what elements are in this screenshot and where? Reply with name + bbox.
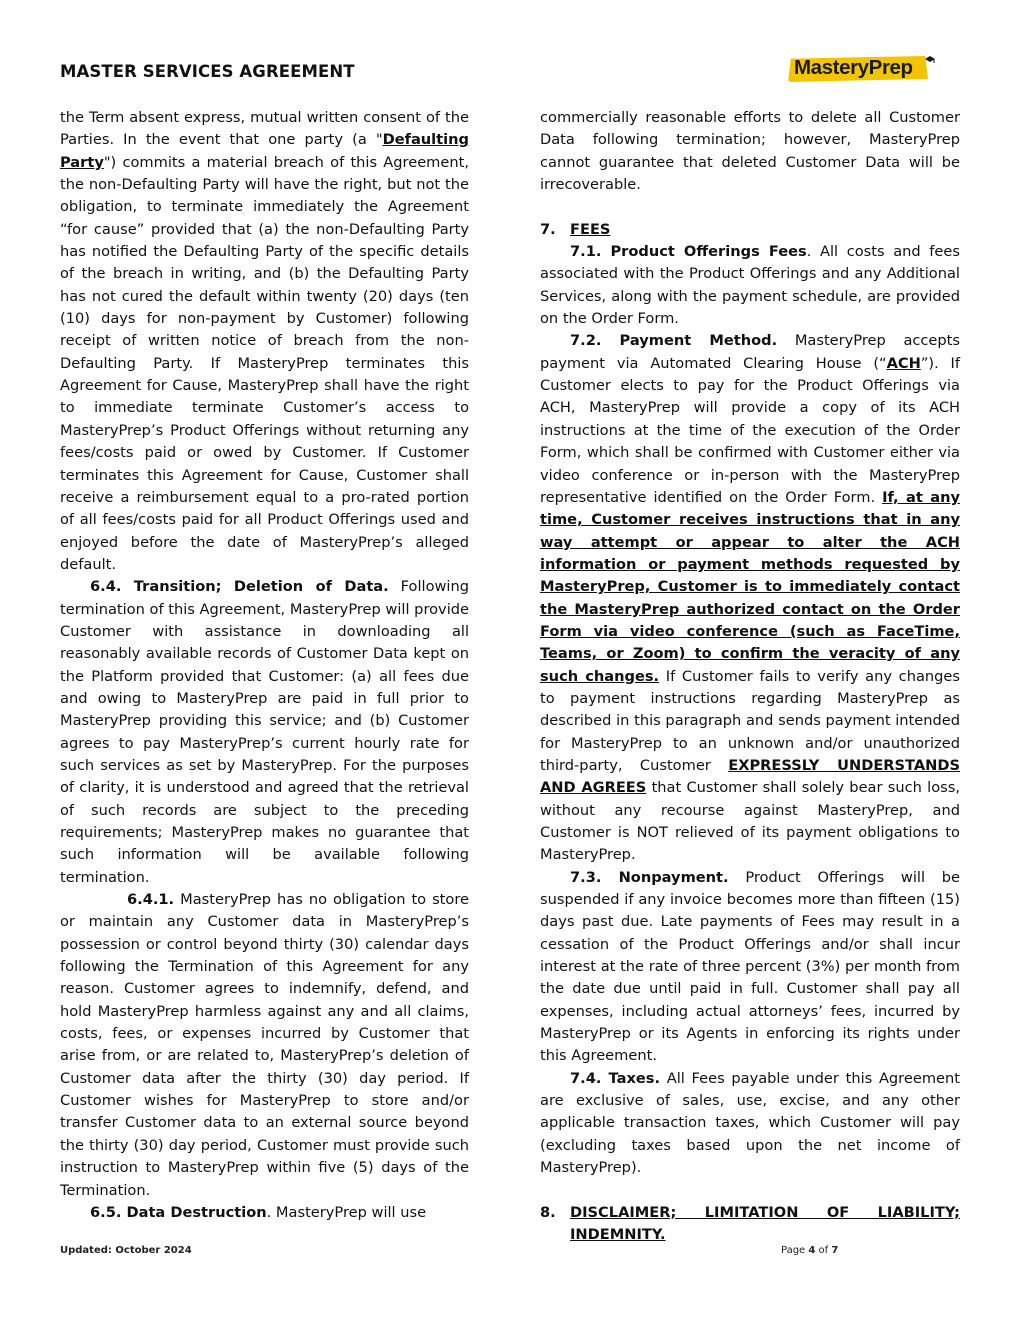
section-7-1: 7.1. Product Offerings Fees. All costs and fees associated with the Product Offerings and any Additional Services, along with the payment schedule, are provided on the Order Form. xyxy=(540,243,960,328)
right-column xyxy=(540,107,960,1247)
defined-term-ach: ACH xyxy=(886,354,921,372)
section-7-4: 7.4. Taxes. All Fees payable under this Agreement are exclusive of sales, use, excise, and any other applicable transaction taxes, which Customer will pay (excluding taxes based upon the net income of MasteryPrep). xyxy=(540,1069,960,1177)
ach-warning: If, at any time, Customer receives instructions that in any way attempt or appear to alter the ACH information or payment methods requested by MasteryPrep, Customer is to immediately contact the MasteryPrep authorized contact on the Order Form via video conference (such as FaceTime, Teams, or Zoom) to confirm the veracity of any such changes. xyxy=(540,488,961,685)
section-6-4-1-heading: 6.4.1. xyxy=(127,891,175,909)
termination-paragraph: the Term absent express, mutual written consent of the Parties. In the event that one party (a "Defaulting Party") commits a material breach of this Agreement, the non-Defaulting Party will have the right, but not the obligation, to terminate immediately the Agreement “for cause” provided that (a) the non-Defaulting Party has notified the Defaulting Party of the specific details of the breach in writing, and (b) the Defaulting Party has not cured the default within twenty (20) days (ten (10) days for non-payment by Customer) following receipt of written notice of breach from the non-Defaulting Party. If MasteryPrep terminates this Agreement for Cause, MasteryPrep shall have the right to immediate terminate Customer’s access to MasteryPrep’s Product Offerings without returning any fees/costs paid or owed by Customer. If Customer terminates this Agreement for Cause, Customer shall receive a reimbursement equal to a pro-rated portion of all fees/costs paid for all Product Offerings used and enjoyed before the date of MasteryPrep’s alleged default. xyxy=(60,109,469,573)
section-7-3-heading: 7.3. Nonpayment. xyxy=(570,868,729,886)
footer-page-number: Page 4 of 7 xyxy=(781,1245,839,1256)
section-8-title-line2: INDEMNITY. xyxy=(570,1226,666,1244)
section-6-5-heading: 6.5. Data Destruction xyxy=(90,1203,267,1221)
section-6-5: 6.5. Data Destruction. MasteryPrep will use xyxy=(90,1203,427,1221)
section-7-title: FEES xyxy=(570,220,611,238)
section-7-2: 7.2. Payment Method. MasteryPrep accepts payment via Automated Clearing House (“ACH”). If Customer elects to pay for the Product Offerings via ACH, MasteryPrep will provide a copy of its ACH instructions at the time of the execution of the Order Form, which shall be confirmed with Customer either via video conference or in-person with the MasteryPrep representative identified on the Order Form. If, at any time, Customer receives instructions that in any way attempt or appear to alter the ACH information or payment methods requested by MasteryPrep, Customer is to immediately contact the MasteryPrep authorized contact on the Order Form via video conference (such as FaceTime, Teams, or Zoom) to confirm the veracity of any such changes. If Customer fails to verify any changes to payment instructions regarding MasteryPrep as described in this paragraph and sends payment intended for MasteryPrep to an unknown and/or unauthorized third-party, Customer EXPRESSLY UNDERSTANDS AND AGREES that Customer shall solely bear such loss, without any recourse against MasteryPrep, and Customer is NOT relieved of its payment obligations to MasteryPrep. xyxy=(540,332,961,864)
section-8-heading-cont xyxy=(540,1224,960,1246)
left-column xyxy=(60,107,469,1224)
graduation-cap-icon xyxy=(924,54,936,66)
section-8-title-line1: DISCLAIMER; LIMITATION OF LIABILITY; xyxy=(570,1203,960,1221)
footer-updated: Updated: October 2024 xyxy=(60,1245,192,1256)
page-title: MASTER SERVICES AGREEMENT xyxy=(60,62,355,81)
section-7-3: 7.3. Nonpayment. Product Offerings will be suspended if any invoice becomes more than fifteen (15) days past due. Late payments of Fees may result in a cessation of the Product Offerings and/or shall incur interest at the rate of three percent (3%) per month from the date due until paid in full. Customer shall pay all expenses, including actual attorneys’ fees, incurred by MasteryPrep or its Agents in enforcing its rights under this Agreement. xyxy=(540,868,961,1065)
section-7-1-heading: 7.1. Product Offerings Fees xyxy=(570,243,807,261)
data-destruction-continued: commercially reasonable efforts to delete all Customer Data following termination; however, MasteryPrep cannot guarantee that deleted Customer Data will be irrecoverable. xyxy=(540,109,960,194)
section-7-2-heading: 7.2. Payment Method. xyxy=(570,332,778,350)
masteryprep-logo xyxy=(788,54,936,84)
logo-text: MasteryPrep xyxy=(794,56,913,79)
expressly-understands-clause: EXPRESSLY UNDERSTANDS AND AGREES xyxy=(540,756,961,797)
section-6-4: 6.4. Transition; Deletion of Data. Following termination of this Agreement, MasteryPrep will provide Customer with assistance in downloading all reasonably available records of Customer Data kept on the Platform provided that Customer: (a) all fees due and owing to MasteryPrep are paid in full prior to MasteryPrep providing this service; and (b) Customer agrees to pay MasteryPrep’s current hourly rate for such services as set by MasteryPrep. For the purposes of clarity, it is understood and agreed that the retrieval of such records are subject to the preceding requirements; MasteryPrep makes no guarantee that such information will be available following termination. xyxy=(60,578,470,886)
section-7-heading: 7. FEES xyxy=(540,219,960,241)
section-7-4-heading: 7.4. Taxes. xyxy=(570,1069,661,1087)
defined-term-defaulting-party: Defaulting Party xyxy=(60,131,469,171)
section-6-4-heading: 6.4. Transition; Deletion of Data. xyxy=(90,578,389,596)
section-8-heading: 8. DISCLAIMER; LIMITATION OF LIABILITY; xyxy=(540,1202,960,1224)
section-6-4-1: 6.4.1. MasteryPrep has no obligation to store or maintain any Customer data in MasteryPrep’s possession or control beyond thirty (30) calendar days following the Termination of this Agreement for any reason. Customer agrees to indemnify, defend, and hold MasteryPrep harmless against any and all claims, costs, fees, or expenses incurred by Customer that arise from, or are related to, MasteryPrep’s deletion of Customer data after the thirty (30) day period. If Customer wishes for MasteryPrep to store and/or transfer Customer data to an external source beyond the thirty (30) day period, Customer must provide such instruction to MasteryPrep within five (5) days of the Termination. xyxy=(60,891,469,1199)
